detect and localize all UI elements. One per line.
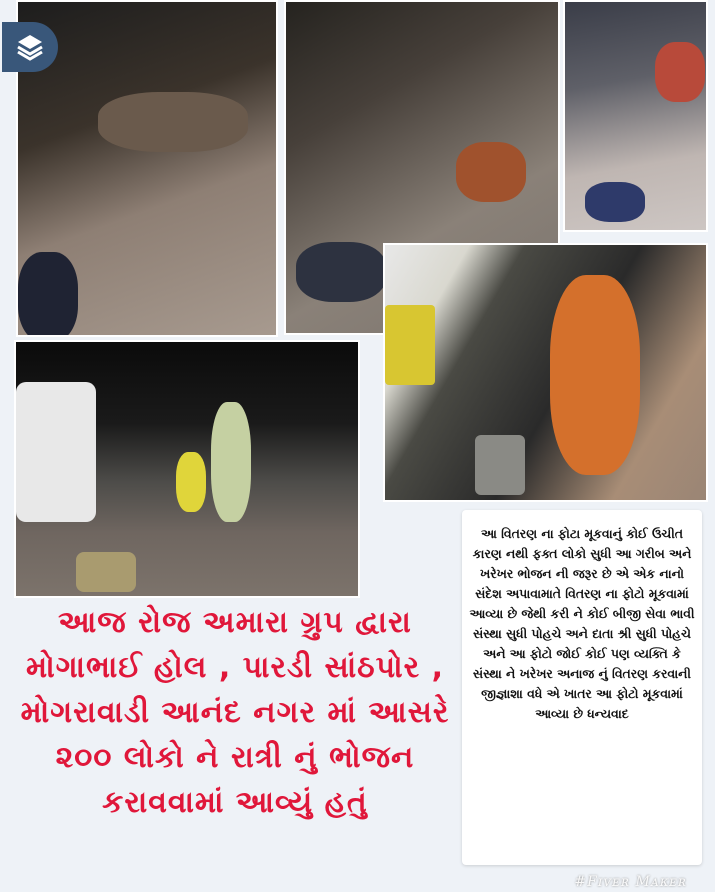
watermark: #Fɪᴠᴇʀ Mᴀᴋᴇʀ: [574, 874, 687, 890]
caption-text: આ વિતરણ ના ફોટા મૂકવાનું કોઈ ઉચીત કારણ નથી ફક્ત લોકો સુધી આ ગરીબ અને ખરેખર ભોજન ની જરૂર છે એ એક નાનો સંદેશ અપાવામાતે વિતરણ ના ફોટો મૂકવામાં આવ્યા છે જેથી કરી ને કોઈ બીજી સેવા ભાવી સંસ્થા સુધી પોહચે અને દાતા શ્રી સુધી પોહચે અને આ ફોટો જોઈ કોઈ પણ વ્યક્તિ કે સંસ્થા ને ખરેખર અનાજ નું વિતરણ કરવાની જીજ્ઞાશા વધે એ ખાતર આ ફોટો મૂકવામાં આવ્યા છે ધન્યવાદ: [469, 526, 695, 721]
queue-for-food-photo: [14, 340, 360, 598]
headline-text: આજ રોજ અમારા ગ્રુપ દ્વારા મોગાભાઈ હોલ , પારડી સાંઠપોર , મોગરાવાડી આનંદ નગર માં આસરે ૨૦૦ લોકો ને રાત્રી નું ભોજન કરાવવામાં આવ્યું હતું: [20, 605, 450, 820]
layers-button[interactable]: [2, 22, 58, 72]
food-serving-photo: [383, 243, 708, 502]
caption-card: [462, 510, 702, 865]
sidewalk-people-photo: [563, 0, 708, 232]
layers-icon: [15, 32, 45, 62]
